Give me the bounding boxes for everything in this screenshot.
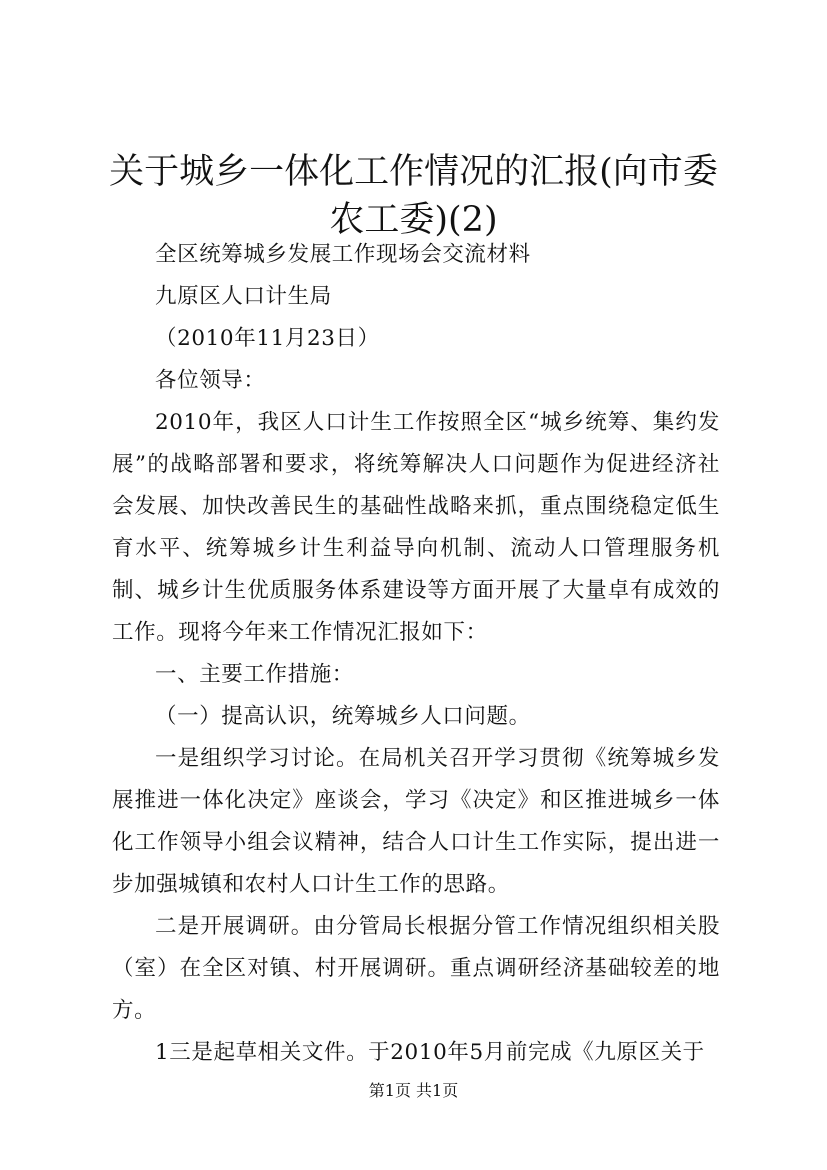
paragraph-subtitle: 全区统筹城乡发展工作现场会交流材料 <box>155 242 531 267</box>
paragraph-intro: 2010年，我区人口计生工作按照全区“城乡统筹、集约发展”的战略部署和要求，将统筹解决人口问题作为促进经济社会发展、加快改善民生的基础性战略来抓，重点围绕稳定低生育水平、统筹城乡计生利益导向机制、流动人口管理服务机制、城乡计生优质服务体系建设等方面开展了大量卓有成效的工作。现将今年来工作情况汇报如下： <box>112 410 720 645</box>
paragraph-salutation: 各位领导： <box>155 368 266 393</box>
paragraph-item-3: 1三是起草相关文件。于2010年5月前完成《九原区关于 <box>155 1040 705 1065</box>
subsection-heading: （一）提高认识，统筹城乡人口问题。 <box>155 704 531 729</box>
paragraph-item-1: 一是组织学习讨论。在局机关召开学习贯彻《统筹城乡发展推进一体化决定》座谈会，学习《决定》和区推进城乡一体化工作领导小组会议精神，结合人口计生工作实际，提出进一步加强城镇和农村人口计生工作的思路。 <box>112 746 720 897</box>
document-body <box>112 234 720 1074</box>
page-footer: 第1页 共1页 <box>368 1081 459 1100</box>
paragraph-author: 九原区人口计生局 <box>155 284 332 309</box>
paragraph-item-2: 二是开展调研。由分管局长根据分管工作情况组织相关股（室）在全区对镇、村开展调研。重点调研经济基础较差的地方。 <box>112 914 720 1023</box>
paragraph-date: （2010年11月23日） <box>155 326 380 351</box>
section-heading: 一、主要工作措施： <box>155 662 354 687</box>
document-title: 关于城乡一体化工作情况的汇报(向市委农工委)(2) <box>109 152 718 240</box>
